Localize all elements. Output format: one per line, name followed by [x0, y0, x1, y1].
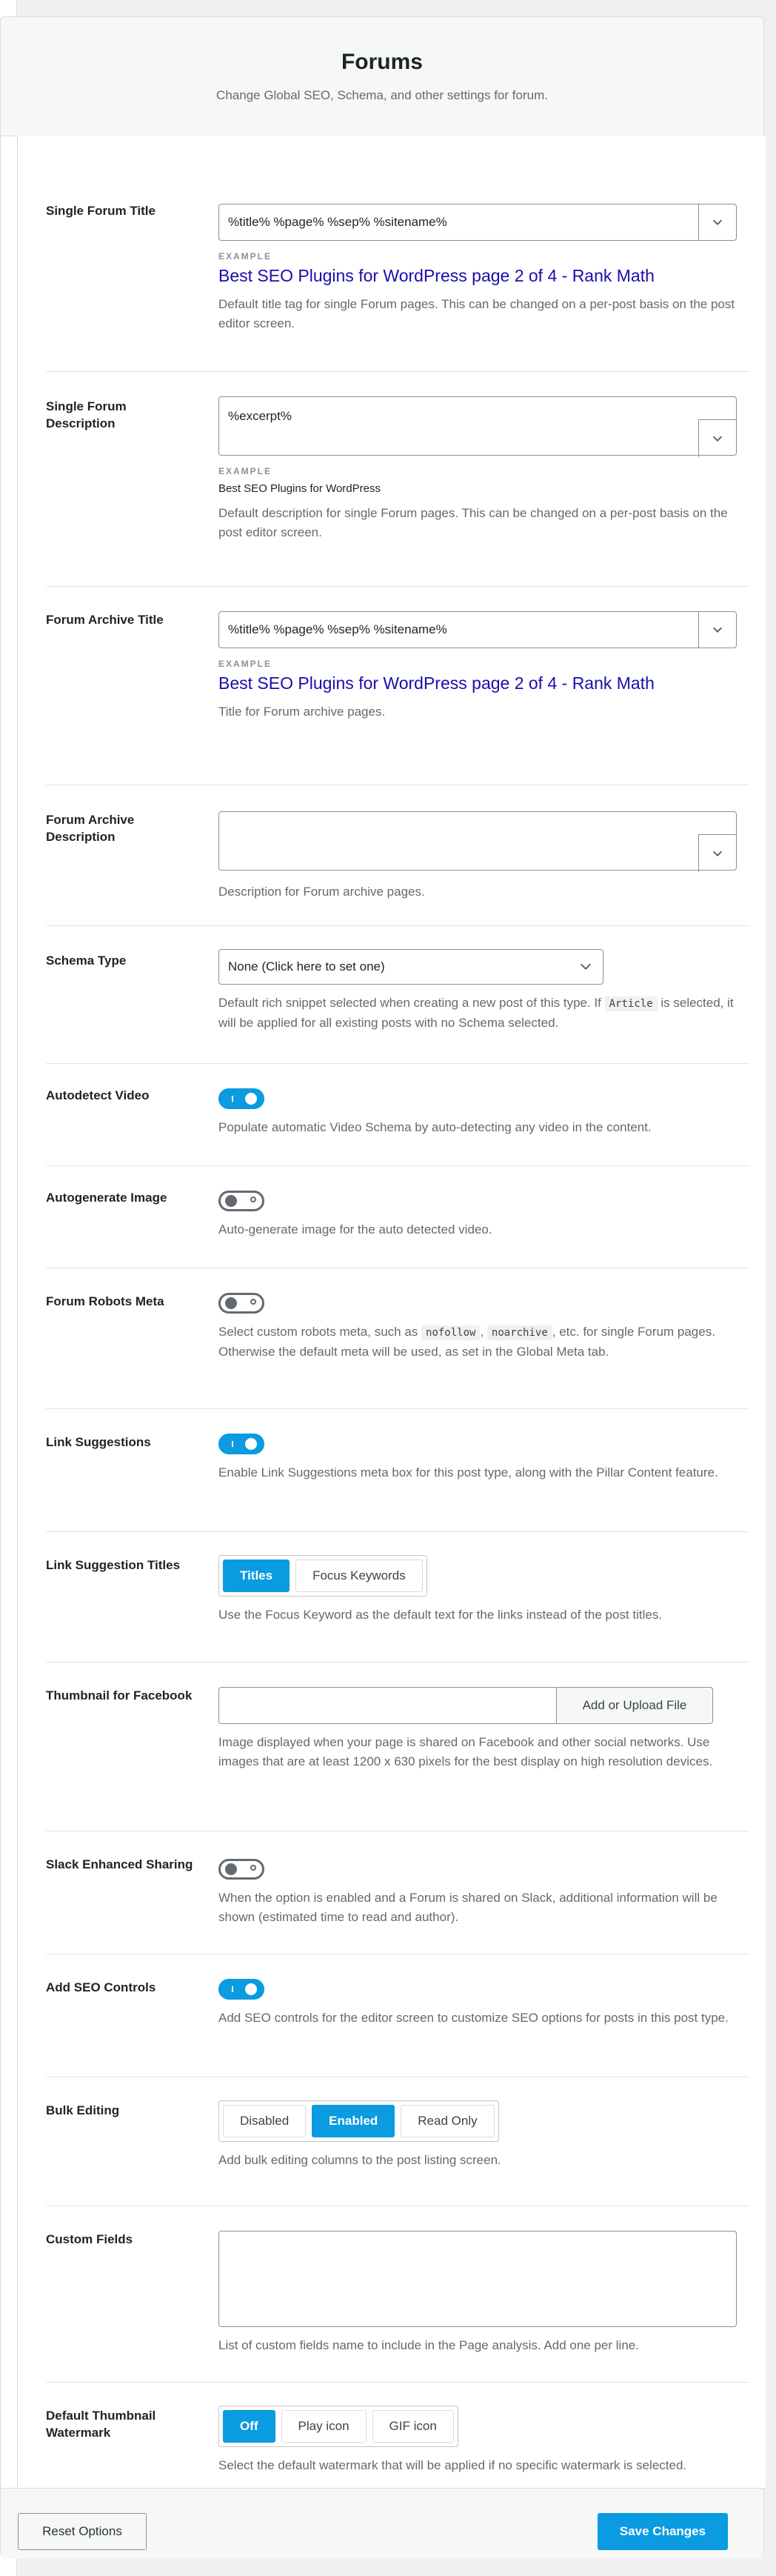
setting-description: Add bulk editing columns to the post listing screen.	[218, 2153, 501, 2167]
setting-autodetect-video	[46, 1063, 749, 1166]
setting-description: Select custom robots meta, such as nofollow , noarchive , etc. for single Forum pages. Otherwise the default meta will be used, as set in the Global Meta tab.	[218, 1325, 715, 1359]
chevron-down-icon	[711, 623, 724, 636]
setting-description: Use the Focus Keyword as the default text for the links instead of the post titles.	[218, 1608, 663, 1622]
example-label: EXAMPLE	[218, 659, 272, 669]
option-play-icon[interactable]: Play icon	[281, 2410, 367, 2443]
robots-meta-toggle[interactable]	[218, 1293, 264, 1314]
thumbnail-upload	[218, 1687, 713, 1724]
setting-label: Link Suggestions	[46, 1435, 151, 1449]
insert-variable-button[interactable]	[698, 204, 736, 240]
setting-description: Title for Forum archive pages.	[218, 705, 386, 719]
link-suggestions-toggle[interactable]	[218, 1434, 264, 1454]
link-suggestion-titles-group	[218, 1555, 427, 1597]
autodetect-video-toggle[interactable]	[218, 1088, 264, 1109]
setting-description: Image displayed when your page is shared on Facebook and other social networks. Use images that are at least 1200 x 630 pixels for the best display on high resolution devices.	[218, 1735, 713, 1768]
panel-header	[1, 17, 763, 136]
setting-thumbnail-facebook	[46, 1662, 749, 1831]
setting-label: Default Thumbnail Watermark	[46, 2409, 156, 2440]
insert-variable-button[interactable]	[698, 834, 736, 872]
setting-description: List of custom fields name to include in the Page analysis. Add one per line.	[218, 2338, 639, 2352]
setting-bulk-editing	[46, 2077, 749, 2206]
chevron-down-icon	[711, 847, 724, 860]
setting-label: Forum Archive Description	[46, 813, 135, 844]
setting-description: Populate automatic Video Schema by auto-detecting any video in the content.	[218, 1120, 652, 1134]
setting-thumbnail-watermark	[46, 2382, 749, 2488]
setting-description: Description for Forum archive pages.	[218, 885, 425, 899]
thumbnail-url-input[interactable]	[218, 1687, 556, 1724]
reset-options-button[interactable]: Reset Options	[18, 2513, 147, 2550]
thumbnail-watermark-group	[218, 2406, 458, 2447]
save-changes-button[interactable]: Save Changes	[598, 2513, 728, 2550]
page-title: Forums	[341, 50, 423, 74]
setting-description: Default description for single Forum pages. This can be changed on a per-post basis on the post editor screen.	[218, 506, 728, 539]
insert-variable-button[interactable]	[698, 419, 736, 457]
setting-label: Forum Robots Meta	[46, 1294, 164, 1308]
setting-description: Select the default watermark that will be applied if no specific watermark is selected.	[218, 2458, 687, 2472]
single-title-input[interactable]: %title% %page% %sep% %sitename%	[218, 204, 737, 241]
setting-seo-controls	[46, 1954, 749, 2077]
setting-schema-type	[46, 925, 749, 1064]
setting-archive-description	[46, 785, 749, 926]
setting-link-suggestion-titles	[46, 1531, 749, 1663]
setting-description: Add SEO controls for the editor screen to customize SEO options for posts in this post type.	[218, 2011, 729, 2025]
example-title-preview: Best SEO Plugins for WordPress page 2 of 4 - Rank Math	[218, 266, 655, 285]
option-off[interactable]: Off	[223, 2410, 275, 2443]
settings-content	[17, 136, 766, 2488]
upload-file-button[interactable]: Add or Upload File	[556, 1687, 713, 1724]
setting-label: Single Forum Title	[46, 204, 155, 218]
chevron-down-icon	[711, 216, 724, 229]
chevron-down-icon	[579, 950, 592, 997]
autogenerate-image-toggle[interactable]	[218, 1191, 264, 1211]
chevron-down-icon	[711, 432, 724, 445]
setting-single-description	[46, 371, 749, 587]
setting-description: Auto-generate image for the auto detected video.	[218, 1222, 492, 1237]
setting-slack-sharing	[46, 1831, 749, 1954]
insert-variable-button[interactable]	[698, 612, 736, 648]
setting-label: Link Suggestion Titles	[46, 1558, 181, 1572]
page-subtitle: Change Global SEO, Schema, and other settings for forum.	[216, 88, 548, 102]
seo-controls-toggle[interactable]	[218, 1979, 264, 2000]
slack-sharing-toggle[interactable]	[218, 1859, 264, 1880]
setting-label: Autodetect Video	[46, 1088, 150, 1102]
setting-label: Bulk Editing	[46, 2103, 120, 2117]
setting-label: Slack Enhanced Sharing	[46, 1857, 193, 1871]
setting-description: Enable Link Suggestions meta box for this post type, along with the Pillar Content feature.	[218, 1465, 718, 1480]
archive-title-input[interactable]: %title% %page% %sep% %sitename%	[218, 611, 737, 648]
option-gif-icon[interactable]: GIF icon	[372, 2410, 454, 2443]
setting-description: Default title tag for single Forum pages. This can be changed on a per-post basis on the post editor screen.	[218, 297, 735, 330]
single-description-input[interactable]: %excerpt%	[218, 396, 737, 456]
setting-label: Autogenerate Image	[46, 1191, 167, 1205]
option-focus-keywords[interactable]: Focus Keywords	[295, 1560, 423, 1592]
archive-description-input[interactable]	[218, 811, 737, 871]
bulk-editing-group	[218, 2100, 499, 2142]
setting-label: Schema Type	[46, 953, 127, 968]
option-enabled[interactable]: Enabled	[312, 2105, 395, 2137]
example-description-preview: Best SEO Plugins for WordPress	[218, 482, 381, 495]
setting-label: Forum Archive Title	[46, 613, 164, 627]
setting-link-suggestions	[46, 1408, 749, 1532]
setting-archive-title	[46, 586, 749, 785]
option-read-only[interactable]: Read Only	[401, 2105, 494, 2137]
setting-autogenerate-image	[46, 1165, 749, 1268]
example-label: EXAMPLE	[218, 251, 272, 262]
setting-label: Add SEO Controls	[46, 1980, 156, 1994]
setting-description: When the option is enabled and a Forum is shared on Slack, additional information will be shown (estimated time to read and author).	[218, 1891, 718, 1924]
setting-label: Thumbnail for Facebook	[46, 1688, 193, 1703]
example-label: EXAMPLE	[218, 466, 272, 476]
setting-label: Custom Fields	[46, 2232, 133, 2246]
example-title-preview: Best SEO Plugins for WordPress page 2 of 4 - Rank Math	[218, 673, 655, 693]
setting-label: Single Forum Description	[46, 399, 127, 430]
option-titles[interactable]: Titles	[223, 1560, 290, 1592]
settings-panel	[0, 16, 764, 2557]
setting-robots-meta	[46, 1268, 749, 1409]
setting-single-title	[46, 136, 749, 372]
option-disabled[interactable]: Disabled	[223, 2105, 306, 2137]
custom-fields-textarea[interactable]	[218, 2231, 737, 2327]
setting-description: Default rich snippet selected when creating a new post of this type. If Article is selected, it will be applied for all existing posts with no Schema selected.	[218, 996, 734, 1030]
schema-type-select[interactable]: None (Click here to set one)	[218, 949, 603, 985]
setting-custom-fields	[46, 2206, 749, 2383]
panel-footer	[1, 2488, 763, 2559]
